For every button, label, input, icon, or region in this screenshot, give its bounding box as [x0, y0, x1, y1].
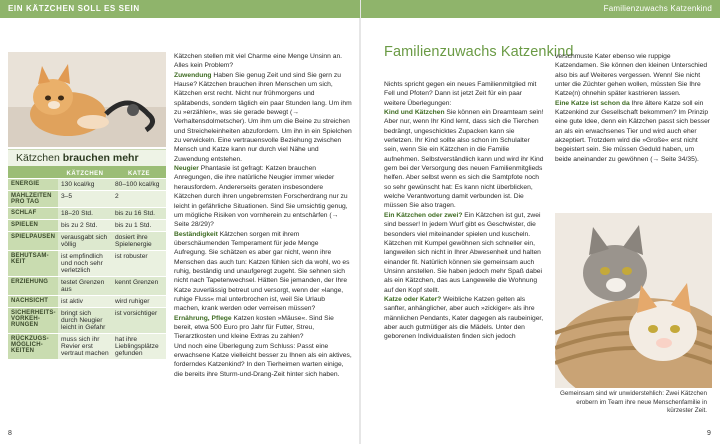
table-row: [8, 307, 166, 333]
bestaendigkeit-heading: Beständigkeit: [174, 230, 218, 238]
table-row: [8, 178, 166, 190]
row-cat-value: wird ruhiger: [112, 296, 166, 307]
table-row: [8, 295, 166, 307]
row-cat-value: bis zu 1 Std.: [112, 220, 166, 231]
photo-caption: Gemeinsam sind wir unwiderstehlich: Zwei Kätzchen erobern im Team ihre neue Menschenfamilie in kürzester Zeit.: [560, 390, 707, 415]
table-header-empty: [8, 166, 58, 178]
kind-heading: Kind und Kätzchen: [384, 109, 445, 117]
table-title-bold: brauchen mehr: [62, 152, 139, 164]
row-cat-value: kennt Grenzen: [112, 277, 166, 295]
neugier-heading: Neugier: [174, 165, 199, 173]
bestaendigkeit-paragraph: [174, 230, 352, 314]
row-label: BEHUTSAMKEIT: [8, 251, 58, 276]
row-label: MAHLZEITEN PRO TAG: [8, 191, 58, 207]
page-number-right: 9: [707, 430, 711, 437]
neugier-text: Phantasie ist gefragt: Katzen brauchen Anregungen, die ihre natürliche Neugier immer wieder herausfordern. Andererseits geraten insbesondere Kätzchen durch ihren ungebremsten Forscherdrang nur zu leicht in gefährliche Situationen. Sind Sie umsichtig genug, um mögliche Risiken von vornherein zu entschärfen (→ Seite 28/29)?: [174, 165, 348, 229]
katze-paragraph: [555, 99, 711, 164]
kind-paragraph: [384, 108, 544, 211]
kitten-photo-left: [8, 52, 166, 147]
kitten-playing-image: [8, 52, 166, 147]
bestaendigkeit-text: Kätzchen sorgen mit ihrem überschäumenden Temperament für jede Menge Aufregung. Sie schätzen es aber gar nicht, wenn ihre Menschen das auch tun: Katzen fühlen sich da wohl, wo es ruhig, beständig und unaufgeregt zugeht. Sie sehnen sich nicht nach Tapetenwechsel. Hätten Sie jemanden, der Ihre Katze zuverlässig betreut und versorgt, wenn der »lange, ruhige Fluss« mal unterbrochen ist, weil Sie Urlaub machen, krank werden oder verreisen müssen?: [174, 230, 350, 313]
two-kittens-basket-image: [555, 213, 712, 388]
page-number-left: 8: [8, 430, 12, 437]
row-label: RÜCKZUGSMÖGLICHKEITEN: [8, 334, 58, 359]
last-paragraph: Und noch eine Überlegung zum Schluss: Passt eine erwachsene Katze vielleicht besser zu Ihnen als ein aktives, forderndes Katzenkind? In den Tierheimen warten einige, die bereits ihre Sturm-und-Drang-Zeit hinter sich haben.: [174, 342, 352, 378]
ernaehrung-text: Katzen kosten »Mäuse«. Sind Sie bereit, etwa 500 Euro pro Jahr für Futter, Streu, Tierarztkosten und kleine Extras zu zahlen?: [174, 314, 334, 341]
table-row: [8, 219, 166, 231]
neugier-paragraph: [174, 164, 352, 229]
kater-text: Weibliche Katzen gelten als sanfter, anhänglicher, aber auch »zickiger« als ihre männlichen Pendants, Kater dagegen als raubeiniger, aber auch gutmütiger als die Mädels. Unter den geborenen Individualisten finden sich jedoch: [384, 295, 544, 341]
table-row: [8, 190, 166, 207]
table-header-kitten: KÄTZCHEN: [58, 166, 112, 178]
row-label: SPIELPAUSEN: [8, 232, 58, 250]
row-cat-value: 80–100 kcal/kg: [112, 179, 166, 190]
table-row: [8, 333, 166, 359]
right-text-column-1: [384, 80, 544, 342]
table-header-row: [8, 166, 166, 178]
table-row: [8, 276, 166, 295]
page-title: Familienzuwachs Katzenkind: [384, 44, 574, 60]
zuwendung-paragraph: [174, 71, 352, 164]
katze-heading: Eine Katze ist schon da: [555, 99, 630, 107]
zuwendung-heading: Zuwendung: [174, 71, 212, 79]
row-kitten-value: ist aktiv: [58, 296, 112, 307]
row-cat-value: ist robuster: [112, 251, 166, 276]
table-row: [8, 250, 166, 276]
row-label: ERZIEHUNG: [8, 277, 58, 295]
header-left: EIN KÄTZCHEN SOLL ES SEIN: [0, 0, 360, 18]
kitten-needs-table: [8, 149, 166, 359]
table-row: [8, 231, 166, 250]
row-kitten-value: bis zu 2 Std.: [58, 220, 112, 231]
ernaehrung-paragraph: [174, 314, 352, 342]
kater-paragraph: [384, 295, 544, 342]
row-cat-value: hat ihre Lieblingsplätze gefunden: [112, 334, 166, 359]
row-cat-value: ist vorsichtiger: [112, 308, 166, 333]
kater-continued-paragraph: verschmuste Kater ebenso wie ruppige Katzendamen. Sie können den kleinen Unterschied also bis auf Weiteres vergessen. Wenn! Sie nicht unter die Züchter gehen wollen, müssten Sie Ihre Katze(n) ohnehin später kastrieren lassen.: [555, 53, 708, 98]
eins-heading: Ein Kätzchen oder zwei?: [384, 211, 463, 219]
row-kitten-value: 130 kcal/kg: [58, 179, 112, 190]
row-label: SPIELEN: [8, 220, 58, 231]
kind-text: Sie können ein Dreamteam sein! Aber nur, wenn Ihr Kind lernt, dass sich die Tierchen bedrängt, ungeschicktes Zupacken kann sie verletzen. Ihr Kind sollte also schon im Schulalter sein, wenn Sie ein Kätzchen in die Familie aufnehmen. Selbstverständlich kann und wird ihr Kind gern bei der Versorgung des neuen Familienmitglieds helfen. Aber selbst wenn es sich die Samtpfote noch so sehr gewünscht hat: Es kann nicht überblicken, welche Verantwortung damit verbunden ist. Die müssen Sie also tragen.: [384, 109, 544, 210]
row-cat-value: 2: [112, 191, 166, 207]
kater-heading: Katze oder Kater?: [384, 295, 442, 303]
right-intro-paragraph: Nichts spricht gegen ein neues Familienmitglied mit Fell und Pfoten? Dann ist jetzt Zeit für ein paar weitere Überlegungen:: [384, 81, 537, 107]
ernaehrung-heading: Ernährung, Pflege: [174, 314, 232, 322]
row-kitten-value: verausgabt sich völlig: [58, 232, 112, 250]
row-cat-value: bis zu 16 Std.: [112, 208, 166, 219]
row-label: ENERGIE: [8, 179, 58, 190]
right-text-column-2: [555, 52, 711, 164]
table-title-prefix: Kätzchen: [16, 152, 63, 164]
left-text-column: [174, 52, 352, 379]
kittens-photo-right: [555, 213, 712, 388]
row-label: SICHERHEITSVORKEHRUNGEN: [8, 308, 58, 333]
row-kitten-value: 18–20 Std.: [58, 208, 112, 219]
table-row: [8, 207, 166, 219]
eins-paragraph: [384, 211, 544, 295]
header-right: Familienzuwachs Katzenkind: [361, 0, 720, 18]
table-title: [8, 149, 166, 166]
zuwendung-text: Haben Sie genug Zeit und sind Sie gern zu Hause? Kätzchen brauchen ihren Menschen um sich, Kätzchen erst recht. Nicht nur frühmorgens und spätabends, sondern täglich ein paar Stunden lang. Um ihm zu »erzählen«, was sie gerade bewegt (→ Verhaltensdolmetscher). Um ihm um die Beine zu streichen und Streicheleinheiten abzufordern. Um ihn in ein Spielchen zu verwickeln. Eine vertrauensvolle Beziehung zwischen Mensch und Katze kann nur durch viel Nähe und Zuwendung entstehen.: [174, 71, 352, 163]
row-cat-value: dosiert ihre Spielenergie: [112, 232, 166, 250]
row-kitten-value: 3–5: [58, 191, 112, 207]
katze-text: Ihre ältere Katze soll ein Katzenkind zur Gesellschaft bekommen? Im Prinzip eine gute Idee, denn ein Kätzchen passt sich besser an als ein erwachsenes Tier und wird auch eher akzeptiert. Trotzdem wird die »Große« erst nicht begeistert sein. Sie müssen Geduld haben, um beide aneinander zu gewöhnen (→ Seite 34/35).: [555, 99, 711, 163]
row-label: SCHLAF: [8, 208, 58, 219]
row-kitten-value: ist empfindlich und noch sehr verletzlich: [58, 251, 112, 276]
row-kitten-value: bringt sich durch Neugier leicht in Gefahr: [58, 308, 112, 333]
row-kitten-value: muss sich ihr Revier erst vertraut machen: [58, 334, 112, 359]
table-header-cat: KATZE: [112, 166, 166, 178]
row-label: NACHSICHT: [8, 296, 58, 307]
intro-paragraph: Kätzchen stellen mit viel Charme eine Menge Unsinn an. Alles kein Problem?: [174, 53, 343, 70]
row-kitten-value: testet Grenzen aus: [58, 277, 112, 295]
eins-text: Ein Kätzchen ist gut, zwei sind besser! In jedem Wurf gibt es Geschwister, die besonders viel miteinander spielen und kuscheln. Kätzchen mit Kumpel gewöhnen sich schneller ein, langweilen sich nicht in Ihrer Abwesenheit und halten einander fit. Natürlich können sie gemeinsam auch Unsinn anstellen. Sie haben jedoch mehr Spaß dabei als ein Kätzchen, das aus Langeweile die Wohnung auf den Kopf stellt.: [384, 211, 543, 294]
